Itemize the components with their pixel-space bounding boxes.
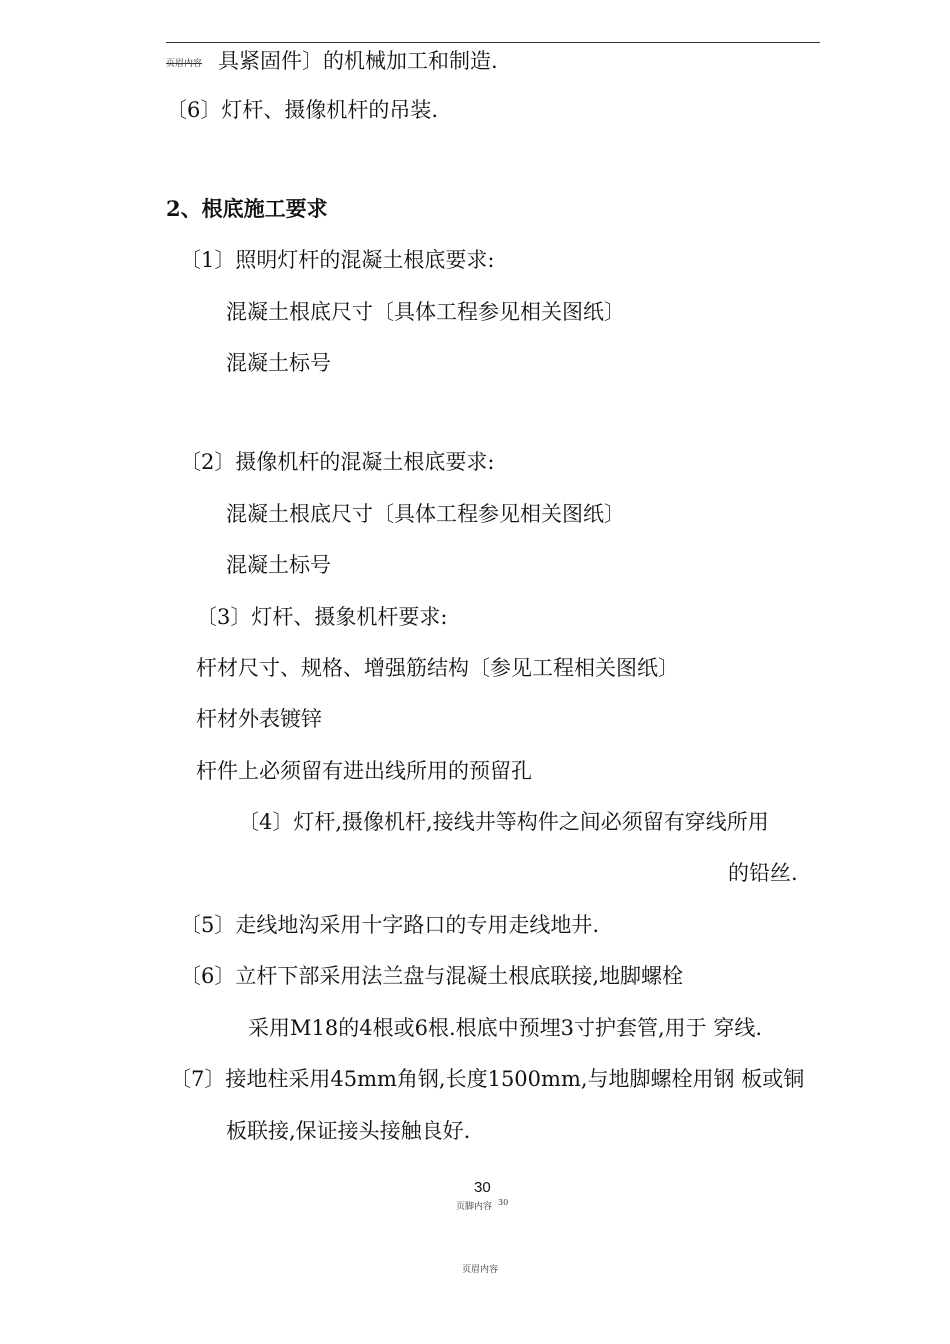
header-rule xyxy=(166,42,820,43)
section-2-title: 2、根底施工要求 xyxy=(166,196,328,221)
s2-title: 〔2〕摄像机杆的混凝土根底要求: xyxy=(180,450,495,474)
s3-line-b: 杆材外表镀锌 xyxy=(196,707,322,731)
header-label: 页眉内容 xyxy=(166,59,203,69)
s2-line-a: 混凝土根底尺寸〔具体工程参见相关图纸〕 xyxy=(226,502,625,526)
s1-title: 〔1〕照明灯杆的混凝土根底要求: xyxy=(180,248,495,272)
s6-line-a: 〔6〕立杆下部采用法兰盘与混凝土根底联接,地脚螺栓 xyxy=(180,964,684,988)
footer-label: 页脚内容 xyxy=(456,1202,493,1212)
header-continuation: 具紧固件〕的机械加工和制造. xyxy=(218,49,498,73)
s3-title: 〔3〕灯杆、摄象机杆要求: xyxy=(196,605,448,629)
s4-line-b: 的铅丝. xyxy=(728,861,798,885)
s4-line-a: 〔4〕灯杆,摄像机杆,接线井等构件之间必须留有穿线所用 xyxy=(238,810,769,834)
s1-line-a: 混凝土根底尺寸〔具体工程参见相关图纸〕 xyxy=(226,300,625,324)
s7-line-a: 〔7〕接地柱采用45mm角钢,长度1500mm,与地脚螺栓用钢 板或铜 xyxy=(170,1067,805,1091)
footer-label-number: 30 xyxy=(498,1198,509,1207)
s2-line-b: 混凝土标号 xyxy=(226,553,331,577)
page-number: 30 xyxy=(474,1179,491,1196)
bottom-header-label: 页眉内容 xyxy=(462,1265,499,1275)
s3-line-a: 杆材尺寸、规格、增强筋结构〔参见工程相关图纸〕 xyxy=(196,656,679,680)
s5-line: 〔5〕走线地沟采用十字路口的专用走线地井. xyxy=(180,913,600,937)
s1-line-b: 混凝土标号 xyxy=(226,351,331,375)
s7-line-b: 板联接,保证接头接触良好. xyxy=(226,1119,471,1143)
s6-line-b: 采用M18的4根或6根.根底中预埋3寸护套管,用于 穿线. xyxy=(248,1016,763,1040)
item-6-top: 〔6〕灯杆、摄像机杆的吊装. xyxy=(166,98,439,122)
s3-line-c: 杆件上必须留有进出线所用的预留孔 xyxy=(196,759,532,783)
